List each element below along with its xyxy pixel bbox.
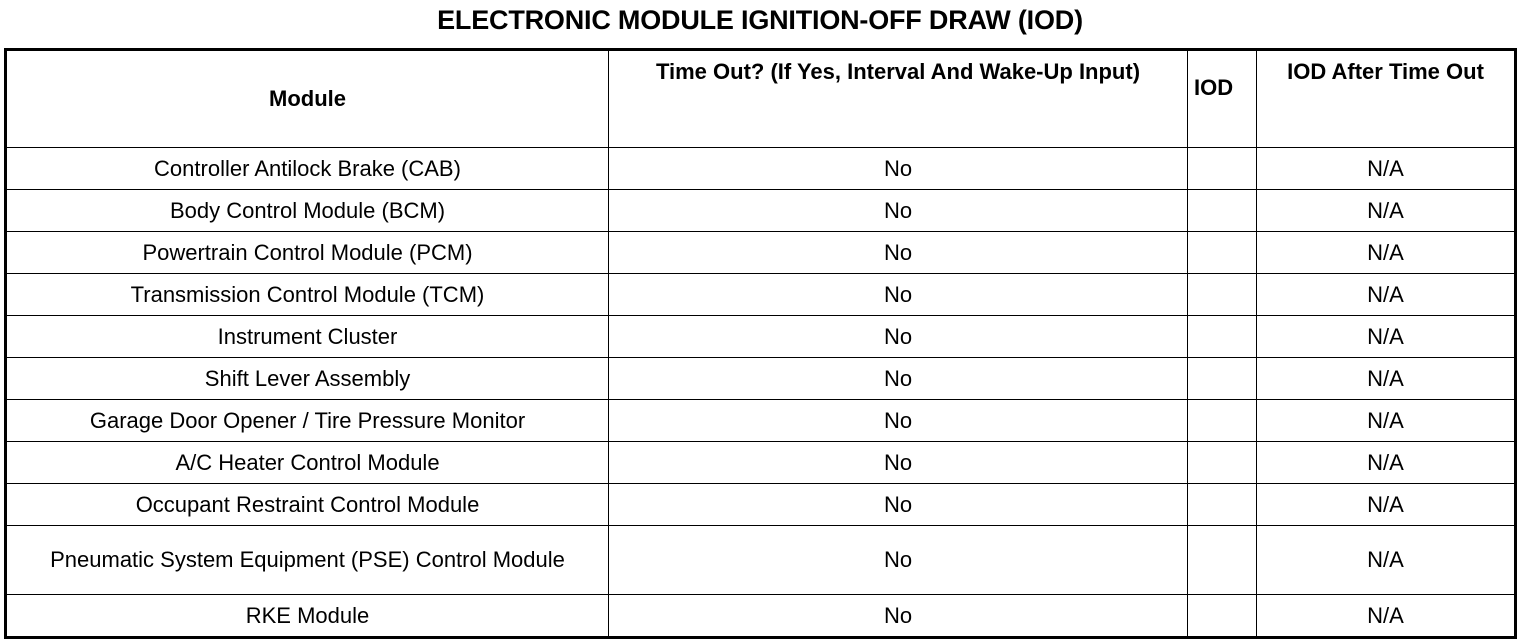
column-header-iod: IOD <box>1188 50 1257 148</box>
cell-iod <box>1188 400 1257 442</box>
cell-time-out: No <box>609 232 1188 274</box>
cell-module: Shift Lever Assembly <box>6 358 609 400</box>
iod-table <box>4 48 1517 639</box>
cell-iod <box>1188 190 1257 232</box>
table-row <box>6 400 1516 442</box>
cell-iod <box>1188 442 1257 484</box>
column-header-iod-after-time-out: IOD After Time Out <box>1257 50 1516 148</box>
cell-iod-after: N/A <box>1257 442 1516 484</box>
cell-time-out: No <box>609 274 1188 316</box>
column-header-module: Module <box>6 50 609 148</box>
page-title: ELECTRONIC MODULE IGNITION-OFF DRAW (IOD) <box>437 5 1083 35</box>
cell-iod-after: N/A <box>1257 400 1516 442</box>
cell-time-out: No <box>609 148 1188 190</box>
cell-module: Instrument Cluster <box>6 316 609 358</box>
cell-iod <box>1188 232 1257 274</box>
cell-iod-after: N/A <box>1257 526 1516 595</box>
table-row <box>6 274 1516 316</box>
table-row <box>6 316 1516 358</box>
cell-iod-after: N/A <box>1257 190 1516 232</box>
cell-iod <box>1188 595 1257 638</box>
cell-time-out: No <box>609 316 1188 358</box>
cell-module: Occupant Restraint Control Module <box>6 484 609 526</box>
cell-time-out: No <box>609 484 1188 526</box>
cell-iod <box>1188 148 1257 190</box>
cell-iod-after: N/A <box>1257 358 1516 400</box>
cell-module: Controller Antilock Brake (CAB) <box>6 148 609 190</box>
table-row <box>6 190 1516 232</box>
cell-time-out: No <box>609 358 1188 400</box>
cell-module: Powertrain Control Module (PCM) <box>6 232 609 274</box>
cell-iod <box>1188 316 1257 358</box>
cell-iod-after: N/A <box>1257 595 1516 638</box>
cell-iod-after: N/A <box>1257 232 1516 274</box>
table-row <box>6 484 1516 526</box>
column-header-time-out: Time Out? (If Yes, Interval And Wake-Up Input) <box>609 50 1188 148</box>
cell-module: Garage Door Opener / Tire Pressure Monitor <box>6 400 609 442</box>
table-row <box>6 148 1516 190</box>
cell-module: Pneumatic System Equipment (PSE) Control Module <box>6 526 609 595</box>
cell-time-out: No <box>609 400 1188 442</box>
cell-iod <box>1188 484 1257 526</box>
cell-module: Transmission Control Module (TCM) <box>6 274 609 316</box>
header-row <box>6 50 1516 148</box>
cell-iod-after: N/A <box>1257 148 1516 190</box>
cell-time-out: No <box>609 190 1188 232</box>
cell-iod-after: N/A <box>1257 274 1516 316</box>
cell-module: RKE Module <box>6 595 609 638</box>
table-row <box>6 526 1516 595</box>
table-row <box>6 595 1516 638</box>
table-row <box>6 442 1516 484</box>
cell-module: Body Control Module (BCM) <box>6 190 609 232</box>
cell-iod-after: N/A <box>1257 316 1516 358</box>
cell-iod-after: N/A <box>1257 484 1516 526</box>
table-row <box>6 232 1516 274</box>
cell-time-out: No <box>609 442 1188 484</box>
cell-time-out: No <box>609 595 1188 638</box>
cell-iod <box>1188 274 1257 316</box>
cell-module: A/C Heater Control Module <box>6 442 609 484</box>
table-row <box>6 358 1516 400</box>
cell-time-out: No <box>609 526 1188 595</box>
cell-iod <box>1188 358 1257 400</box>
cell-iod <box>1188 526 1257 595</box>
